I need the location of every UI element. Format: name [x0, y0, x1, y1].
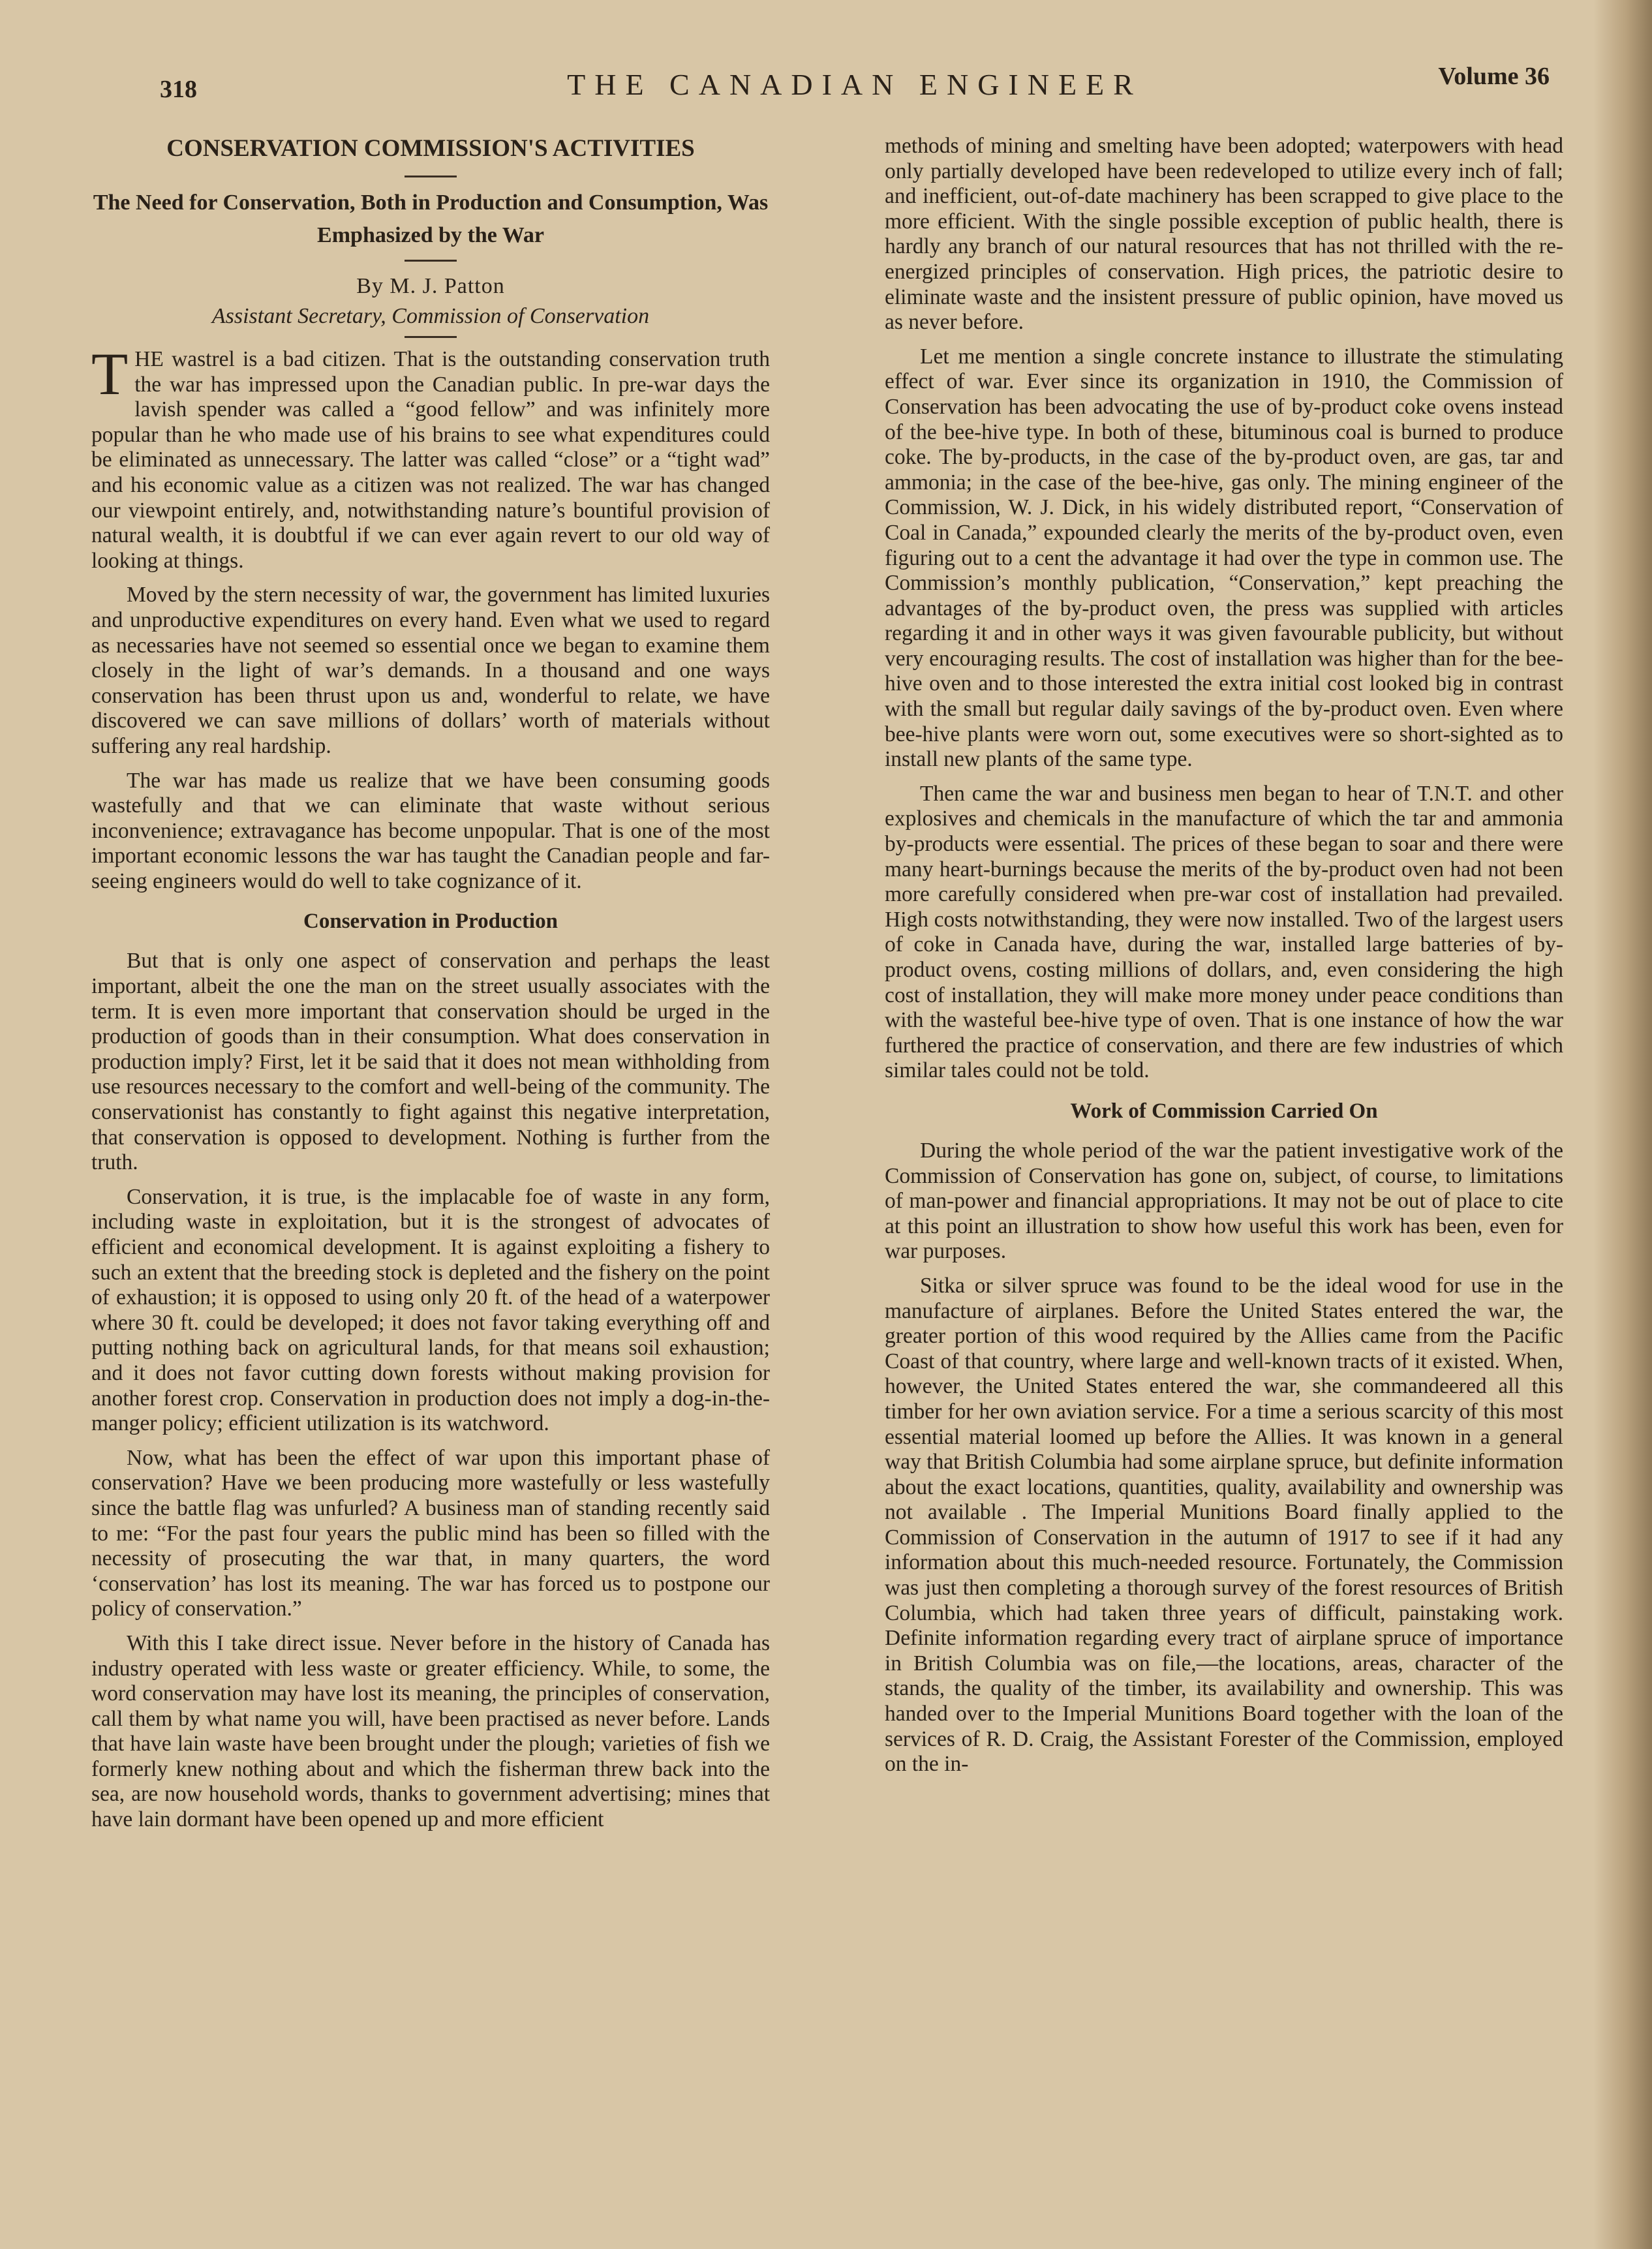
- paragraph: Let me mention a single concrete instance to illustrate the stimulating effect of war. Ever since its organization in 1910, the Commission of Conservation has been advocating the use of by-product coke ovens instead of the bee-hive type. In both of these, bituminous coal is burned to produce coke. The by-products, in the case of the by-product oven, are gas, tar and ammonia; in the case of the bee-hive, gas only. The mining engineer of the Commission, W. J. Dick, in his widely distributed report, “Conservation of Coal in Canada,” expounded clearly the merits of the by-product oven, even figuring out to a cent the advantage it had over the type in common use. The Commission’s monthly publication, “Conservation,” kept preaching the advantages of the by-product oven, the press was supplied with articles regarding it and in other ways it was given favourable publicity, but without very encouraging results. The cost of installation was higher than for the bee-hive oven and to those interested the extra initial cost looked big in contrast with the small but regular daily savings of the by-product oven. Even where bee-hive plants were worn out, some executives were so short-sighted as to install new plants of the same type.: [885, 344, 1563, 772]
- paragraph-text: HE wastrel is a bad citizen. That is the outstanding conservation truth the war has impressed upon the Canadian public. In pre-war days the lavish spender was called a “good fellow” and was infinitely more popular than he who made use of his brains to see what expenditures could be eliminated as unnecessary. The latter was called “close” or a “tight wad” and his economic value as a citizen was not realized. The war has changed our viewpoint entirely, and, notwithstanding nature’s bountiful provision of natural wealth, it is doubtful if we can ever again revert to our old way of looking at things.: [91, 347, 770, 573]
- section-heading-commission-work: Work of Commission Carried On: [1070, 1099, 1378, 1123]
- article-subtitle: The Need for Conservation, Both in Production and Consumption, Was Emphasized by the War: [93, 191, 769, 247]
- paragraph: [91, 341, 770, 574]
- paragraph: With this I take direct issue. Never before in the history of Canada has industry operated with less waste or greater efficiency. While, to some, the word conservation may have lost its meaning, the principles of conservation, call them by what name you will, have been practised as never before. Lands that have lain waste have been brought under the plough; varieties of fish we formerly knew nothing about and which the fisherman threw back into the sea, are now household words, thanks to government advertising; mines that have lain dormant have been opened up and more efficient: [91, 1630, 770, 1832]
- paragraph: Sitka or silver spruce was found to be the ideal wood for use in the manufacture of airplanes. Before the United States entered the war, the greater portion of this wood required by the Allies came from the Pacific Coast of that country, where large and well-known tracts of it existed. When, however, the United States entered the war, she commandeered all this timber for her own aviation service. For a time a serious scarcity of this most essential material loomed up before the Allies. It was known in a general way that British Columbia had some airplane spruce, but definite information about the exact locations, quantities, quality, availability and ownership was not available . The Imperial Munitions Board finally applied to the Commission of Conservation in the autumn of 1917 to see if it had any information about this much-needed resource. Fortunately, the Commission was just then completing a thorough survey of the forest resources of British Columbia, which had taken three years of difficult, painstaking work. Definite information regarding every tract of airplane spruce of importance in British Columbia was on file,—the locations, areas, character of the stands, the quality of the timber, its availability and ownership. This was handed over to the Imperial Munitions Board together with the loan of the services of R. D. Craig, the Assistant Forester of the Commission, employed on the in-: [885, 1273, 1563, 1777]
- paragraph: But that is only one aspect of conservation and perhaps the least important, albeit the one the man on the street usually associates with the term. It is even more important that conservation should be urged in the production of goods than in their consumption. What does conservation in production imply? First, let it be said that it does not mean withholding from use resources necessary to the comfort and well-being of the community. The conservationist has constantly to fight against this negative interpretation, that conservation is opposed to development. Nothing is further from the truth.: [91, 949, 770, 1175]
- paragraph: methods of mining and smelting have been adopted; waterpowers with head only partially developed have been redeveloped to utilize every inch of fall; and inefficient, out-of-date machinery has been scrapped to give place to the more efficient. With the single possible exception of public health, there is hardly any branch of our natural resources that has not thrilled with the re-energized principles of conservation. High prices, the patriotic desire to eliminate waste and the insistent pressure of public opinion, have moved us as never before.: [885, 134, 1563, 335]
- title-rule: [405, 176, 457, 177]
- paragraph: Conservation, it is true, is the implacable foe of waste in any form, including waste in exploitation, but it is the strongest of advocates of efficient and economical development. It is against exploiting a fishery to such an extent that the breeding stock is depleted and the fishery on the point of exhaustion; it is opposed to using only 20 ft. of the head of a waterpower where 30 ft. could be developed; it does not favor taking everything off and putting nothing back on agricultural lands, for that means soil exhaustion; and it does not favor cutting down forests without making provision for another forest crop. Conservation in production does not imply a dog-in-the-manger policy; efficient utilization is its watchword.: [91, 1184, 770, 1436]
- volume-label: Volume 36: [1438, 63, 1550, 90]
- paragraph: Now, what has been the effect of war upon this important phase of conservation? Have we been producing more wastefully or less wastefully since the battle flag was unfurled? A business man of standing recently said to me: “For the past four years the public mind has been so filled with the necessity of prosecuting the war that, in many quarters, the word ‘conservation’ has lost its meaning. The war has forced us to postpone our policy of conservation.”: [91, 1445, 770, 1621]
- right-column: [885, 134, 1563, 1786]
- page-header: [160, 62, 1550, 114]
- byline: By M. J. Patton: [356, 274, 505, 298]
- article-title: CONSERVATION COMMISSION'S ACTIVITIES: [166, 135, 695, 162]
- page-number: 318: [160, 76, 197, 103]
- journal-title: THE CANADIAN ENGINEER: [567, 68, 1142, 101]
- subtitle-rule: [405, 260, 457, 262]
- paragraph: Then came the war and business men began to hear of T.N.T. and other explosives and chemicals in the manufacture of which the tar and ammonia by-products were essential. The prices of these began to soar and there were many heart-burnings because the merits of the by-product oven had not been more carefully considered when pre-war cost of installation had prevailed. High costs notwithstanding, they were now installed. Two of the largest users of coke in Canada have, during the war, installed large batteries of by-product ovens, costing millions of dollars, and, even considering the high cost of installation, they will make more money under peace conditions than with the wasteful bee-hive type of oven. That is one instance of how the war furthered the practice of conservation, and there are few industries of which similar tales could not be told.: [885, 781, 1563, 1083]
- page-edge-shadow: [1593, 0, 1652, 2249]
- paragraph: The war has made us realize that we have been consuming goods wastefully and that we can eliminate that waste without serious inconvenience; extravagance has become unpopular. That is one of the most important economic lessons the war has taught the Canadian people and far-seeing engineers would do well to take cognizance of it.: [91, 768, 770, 893]
- author-title: Assistant Secretary, Commission of Conservation: [211, 304, 650, 328]
- byline-rule: [405, 336, 457, 338]
- section-heading-production: Conservation in Production: [303, 910, 558, 934]
- left-column: [91, 134, 770, 1842]
- paragraph: During the whole period of the war the patient investigative work of the Commission of Conservation has gone on, subject, of course, to limitations of man-power and financial appropriations. It may not be out of place to cite at this point an illustration to show how useful this work has been, even for war purposes.: [885, 1138, 1563, 1264]
- drop-cap: T: [91, 341, 129, 407]
- paragraph: Moved by the stern necessity of war, the government has limited luxuries and unproductive expenditures on every hand. Even what we used to regard as necessaries have not seemed so essential once we began to examine them closely in the light of war’s demands. In a thousand and one ways conservation has been thrust upon us and, wonderful to relate, we have discovered we can save millions of dollars’ worth of materials without suffering any real hardship.: [91, 583, 770, 758]
